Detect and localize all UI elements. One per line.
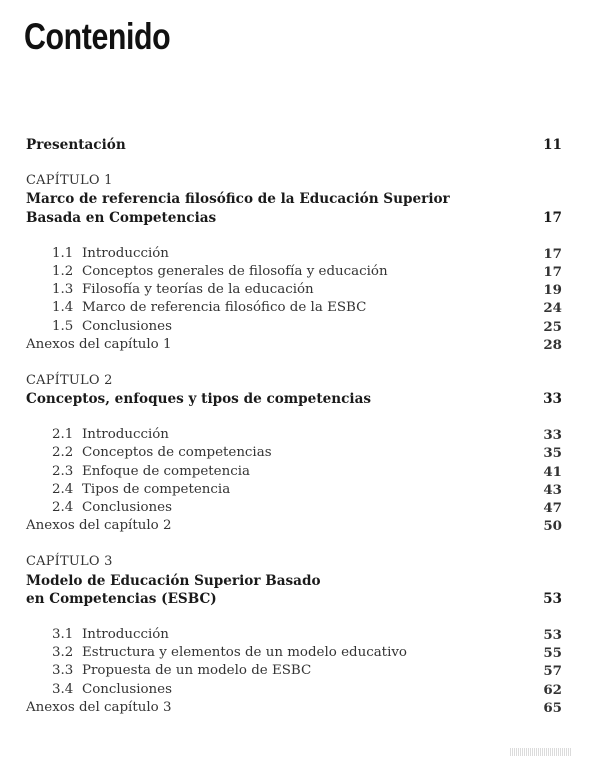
chapter-title[interactable] [26, 190, 562, 208]
spacer [26, 154, 562, 172]
toc-section-entry[interactable] [26, 499, 562, 517]
page-number: 47 [543, 500, 562, 516]
toc-section-entry[interactable] [26, 263, 562, 281]
page-number: 43 [543, 481, 562, 498]
toc-section-entry[interactable] [26, 281, 562, 299]
chapter-label: CAPÍTULO 3 [26, 554, 113, 570]
annex-title: Anexos del capítulo 3 [26, 699, 172, 715]
section-number: 1.3 [52, 282, 74, 298]
chapter-title[interactable] [26, 590, 562, 608]
section-number: 2.4 [52, 481, 74, 497]
section-title: Introducción [82, 626, 169, 642]
annex-title: Anexos del capítulo 2 [26, 518, 172, 534]
section-title: Conceptos de competencias [82, 445, 272, 461]
section-title: Marco de referencia filosófico de la ESBC [82, 300, 367, 316]
spacer [26, 227, 562, 245]
page-number: 55 [543, 645, 562, 662]
chapter-label: CAPÍTULO 1 [26, 173, 113, 189]
page-number: 11 [543, 137, 562, 153]
table-of-contents [26, 136, 562, 717]
chapter-title[interactable] [26, 390, 562, 408]
chapter-title-line: Conceptos, enfoques y tipos de competencias [26, 391, 372, 408]
page-number: 33 [543, 427, 562, 444]
page-number: 19 [543, 282, 562, 299]
section-title: Filosofía y teorías de la educación [82, 282, 314, 298]
chapter-title[interactable] [26, 209, 562, 227]
page-number: 65 [543, 699, 562, 716]
section-number: 3.4 [52, 681, 74, 697]
page-number: 33 [543, 391, 562, 408]
section-number: 1.1 [52, 245, 74, 261]
chapter-title-line: Modelo de Educación Superior Basado [26, 572, 321, 589]
toc-section-entry[interactable] [26, 318, 562, 336]
page-number: 62 [543, 681, 562, 698]
section-number: 2.4 [52, 500, 74, 515]
toc-annex-entry[interactable] [26, 336, 562, 354]
section-number: 1.4 [52, 300, 74, 316]
section-number: 3.3 [52, 663, 74, 679]
section-title: Estructura y elementos de un modelo educativo [82, 645, 407, 661]
toc-section-entry[interactable] [26, 481, 562, 499]
toc-section-entry[interactable] [26, 626, 562, 644]
annex-title: Anexos del capítulo 1 [26, 336, 172, 352]
section-title: Conclusiones [82, 681, 172, 697]
section-number: 1.2 [52, 263, 74, 279]
page-number: 35 [543, 445, 562, 462]
section-title: Conclusiones [82, 318, 172, 334]
spacer [26, 354, 562, 372]
toc-section-entry[interactable] [26, 245, 562, 263]
section-number: 2.2 [52, 445, 74, 461]
page-number: 41 [543, 463, 562, 480]
section-number: 3.2 [52, 645, 74, 661]
toc-section-entry[interactable] [26, 444, 562, 462]
page-number: 50 [543, 518, 562, 535]
toc-entry-presentation[interactable] [26, 136, 562, 154]
toc-annex-entry[interactable] [26, 699, 562, 717]
chapter-title-line: Marco de referencia filosófico de la Educación Superior [26, 191, 450, 208]
section-title: Conclusiones [82, 500, 172, 515]
scan-artifact [510, 748, 572, 756]
chapter-title[interactable] [26, 572, 562, 590]
spacer [26, 408, 562, 426]
section-title: Enfoque de competencia [82, 463, 250, 479]
toc-section-entry[interactable] [26, 662, 562, 680]
page-number: 53 [543, 590, 562, 607]
section-number: 3.1 [52, 626, 74, 642]
page-title: Contenido [24, 16, 171, 57]
spacer [26, 535, 562, 553]
section-title: Propuesta de un modelo de ESBC [82, 663, 312, 679]
page-number: 25 [543, 318, 562, 335]
section-number: 1.5 [52, 318, 74, 334]
toc-section-entry[interactable] [26, 644, 562, 662]
chapter-title-line: en Competencias (ESBC) [26, 590, 217, 607]
section-title: Introducción [82, 427, 169, 443]
chapter-title-line: Basada en Competencias [26, 209, 217, 226]
section-number: 2.1 [52, 427, 74, 443]
page-number: 17 [543, 263, 562, 280]
section-title: Conceptos generales de filosofía y educación [82, 263, 388, 279]
page-number: 28 [543, 336, 562, 353]
page-number: 17 [543, 209, 562, 226]
toc-section-entry[interactable] [26, 299, 562, 317]
page-number: 53 [543, 626, 562, 643]
toc-section-entry[interactable] [26, 681, 562, 699]
page-number: 24 [543, 300, 562, 317]
toc-section-entry[interactable] [26, 463, 562, 481]
page-number: 57 [543, 663, 562, 680]
spacer [26, 608, 562, 626]
toc-section-entry[interactable] [26, 426, 562, 444]
section-number: 2.3 [52, 463, 74, 479]
entry-label: Presentación [26, 137, 126, 153]
section-title: Tipos de competencia [82, 481, 231, 497]
page-number: 17 [543, 245, 562, 262]
toc-annex-entry[interactable] [26, 517, 562, 535]
section-title: Introducción [82, 245, 169, 261]
chapter-label: CAPÍTULO 2 [26, 372, 113, 388]
